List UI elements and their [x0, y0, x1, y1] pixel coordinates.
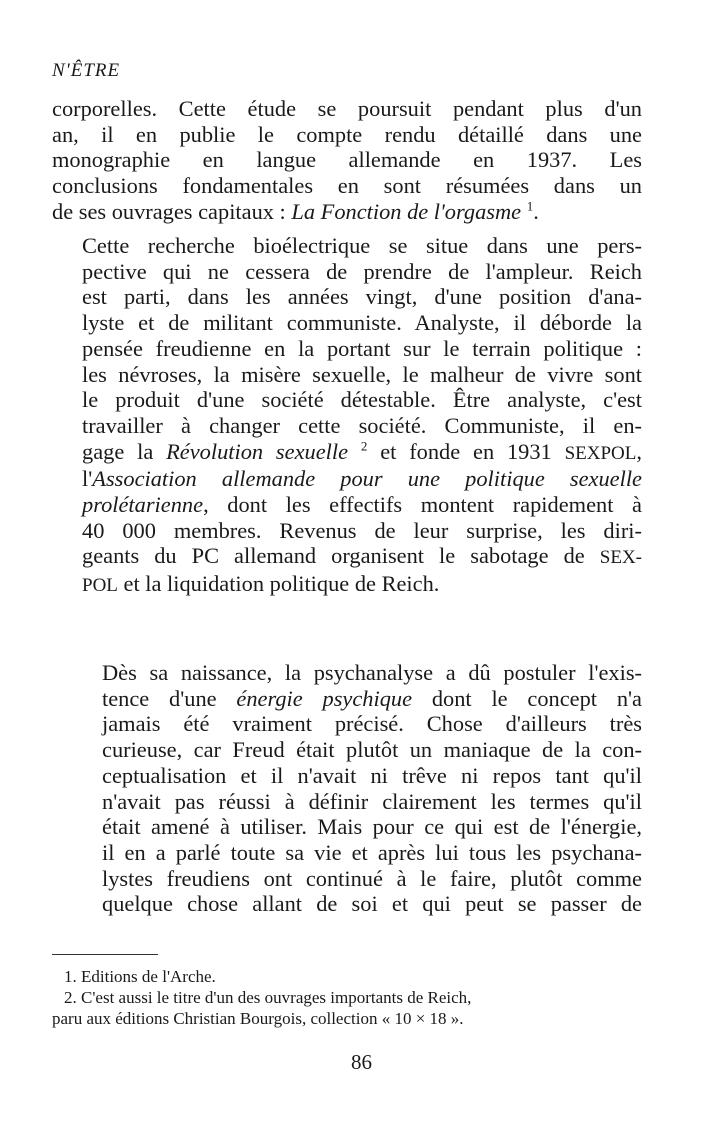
text-line: monographie en langue allemande en 1937. Les	[52, 147, 642, 173]
text-line: ceptualisation et il n'avait ni trêve ni repos tant qu'il	[102, 762, 642, 788]
text-line: est parti, dans les années vingt, d'une position d'ana-	[82, 284, 642, 310]
text-line	[52, 439, 642, 467]
footnotes	[52, 966, 642, 1029]
text-fragment: gage la	[82, 438, 167, 464]
text-fragment: l'	[82, 466, 93, 492]
text-line: pective qui ne cessera de prendre de l'ampleur. Reich	[82, 258, 642, 284]
footnote-1: 1. Editions de l'Arche.	[64, 967, 216, 986]
text-line: jamais été vraiment précisé. Chose d'ailleurs très	[102, 711, 642, 737]
text-line: lystes freudiens ont continué à le faire, plutôt comme	[102, 865, 642, 891]
text-line: les névroses, la misère sexuelle, le malheur de vivre sont	[82, 361, 642, 387]
text-fragment: dont le concept n'a	[412, 685, 642, 711]
text-line	[52, 543, 642, 571]
acronym: POL	[82, 575, 118, 597]
emphasized-term: énergie psychique	[236, 685, 413, 711]
text-fragment: et fonde en 1931	[367, 438, 565, 464]
text-line	[52, 492, 642, 518]
text-line: quelque chose allant de soi et qui peut se passer de	[102, 891, 642, 917]
text-line: Dès sa naissance, la psychanalyse a dû postuler l'exis-	[102, 660, 642, 685]
text-line: n'avait pas réussi à définir clairement les termes qu'il	[102, 788, 642, 814]
paragraph-2	[52, 233, 642, 599]
text-fragment: de ses ouvrages capitaux :	[52, 198, 292, 224]
text-fragment: geants du PC allemand organisent le sabotage de	[82, 543, 600, 569]
text-line	[52, 571, 642, 599]
text-fragment: et la liquidation politique de Reich.	[117, 571, 440, 597]
text-fragment: .	[533, 198, 539, 224]
page-number: 86	[351, 1050, 372, 1074]
acronym: SEXPOL	[564, 442, 637, 464]
organization-name: prolétarienne	[82, 492, 204, 518]
footnote-2: 2. C'est aussi le titre d'un des ouvrages importants de Reich,	[64, 988, 472, 1007]
text-line: corporelles. Cette étude se poursuit pendant plus d'un	[52, 96, 642, 121]
paragraph-3	[52, 660, 642, 917]
acronym: SEX-	[599, 547, 642, 569]
text-line: lyste et de militant communiste. Analyste, il déborde la	[82, 310, 642, 336]
footnote-2-continued: paru aux éditions Christian Bourgois, collection « 10 × 18 ».	[52, 1009, 464, 1028]
footnote-divider	[52, 954, 158, 955]
text-line: conclusions fondamentales en sont résumées dans un	[52, 173, 642, 199]
text-fragment: , dont les effectifs montent rapidement à	[203, 492, 642, 518]
text-line: pensée freudienne en la portant sur le terrain politique :	[82, 335, 642, 361]
text-line	[52, 686, 642, 712]
organization-name: Association allemande pour une politique sexuelle	[92, 466, 642, 492]
text-line: était amené à utiliser. Mais pour ce qui est de l'énergie,	[102, 814, 642, 840]
text-fragment: ,	[636, 438, 642, 464]
text-line: curieuse, car Freud était plutôt un maniaque de la con-	[102, 737, 642, 763]
text-line: il en a parlé toute sa vie et après lui tous les psychana-	[102, 839, 642, 865]
footnote-ref: 2	[360, 438, 368, 454]
text-fragment: tence d'une	[102, 685, 237, 711]
text-line	[52, 466, 642, 492]
running-header: N'ÊTRE	[52, 60, 121, 81]
book-title: Révolution sexuelle	[166, 438, 349, 464]
text-line: travailler à changer cette société. Communiste, il en-	[82, 412, 642, 438]
footnote-ref: 1	[526, 198, 534, 214]
paragraph-1	[52, 96, 642, 225]
text-line	[52, 199, 642, 225]
book-title: La Fonction de l'orgasme	[291, 198, 522, 224]
text-line: Cette recherche bioélectrique se situe dans une pers-	[82, 233, 642, 258]
text-line: an, il en publie le compte rendu détaillé dans une	[52, 121, 642, 147]
text-line: 40 000 membres. Revenus de leur surprise, les diri-	[82, 517, 642, 543]
text-line: le produit d'une société détestable. Être analyste, c'est	[82, 387, 642, 413]
